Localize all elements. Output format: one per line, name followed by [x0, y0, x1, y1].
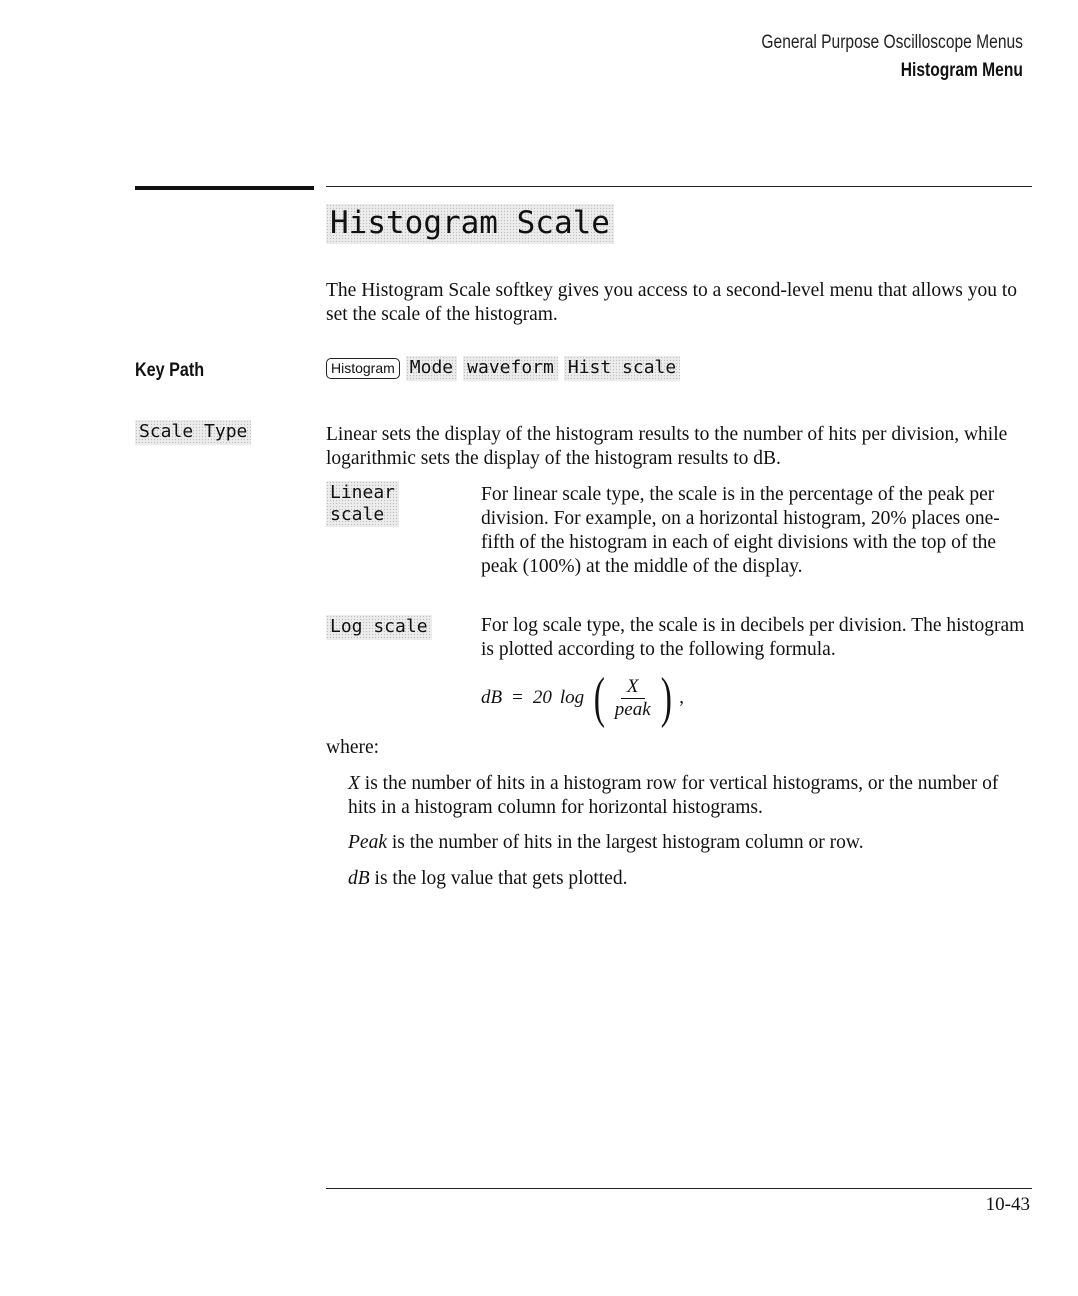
title-softkey: Histogram Scale [326, 204, 614, 244]
term-x: X [348, 773, 360, 794]
histogram-hardkey: Histogram [326, 358, 400, 379]
definition-x [348, 772, 1028, 820]
running-header-section: Histogram Menu [900, 60, 1023, 81]
page-title [326, 204, 614, 244]
linear-scale-description: For linear scale type, the scale is in the percentage of the peak per division. For example, on a horizontal histogram, 20% places one-fifth of the histogram in each of eight divisions with the top of the peak (100%) at the middle of the display. [481, 484, 1000, 577]
definition-db [348, 867, 1028, 891]
linear-scale-label [326, 481, 394, 527]
section-rule-thick [135, 186, 314, 190]
page-number: 10-43 [985, 1194, 1030, 1215]
where-label: where: [326, 737, 380, 758]
definition-peak-text: is the number of hits in the largest histogram column or row. [386, 832, 864, 853]
footer-rule [326, 1188, 1032, 1189]
linear-scale-softkey: Linear scale [326, 481, 399, 527]
db-formula [481, 667, 685, 729]
formula-lhs: dB [481, 687, 503, 708]
definition-x-text: is the number of hits in a histogram row for vertical histograms, or the number of hits in a histogram column for horizontal histograms. [348, 773, 999, 818]
log-scale-softkey: Log scale [326, 615, 432, 640]
running-header-chapter: General Purpose Oscilloscope Menus [761, 32, 1023, 53]
right-paren: ) [660, 667, 672, 729]
section-rule-thin [326, 186, 1032, 187]
hist-scale-softkey: Hist scale [564, 356, 680, 381]
definition-peak [348, 831, 1028, 855]
key-path [326, 356, 680, 381]
waveform-softkey: waveform [463, 356, 558, 381]
formula-function: log [559, 687, 585, 708]
formula-trailing-comma: , [679, 687, 685, 708]
scale-type-label [135, 420, 251, 445]
formula-denominator: peak [614, 698, 651, 720]
key-path-label: Key Path [135, 360, 205, 381]
scale-type-description: Linear sets the display of the histogram results to the number of hits per division, while logarithmic sets the display of the histogram results to dB. [326, 424, 1008, 469]
definition-db-text: is the log value that gets plotted. [369, 868, 628, 889]
scale-type-softkey: Scale Type [135, 420, 251, 445]
formula-numerator: X [621, 676, 645, 699]
log-scale-label [326, 615, 432, 640]
left-paren: ( [593, 667, 606, 729]
log-scale-description: For log scale type, the scale is in decibels per division. The histogram is plotted according to the following formula. [481, 615, 1025, 660]
formula-equals: = [512, 687, 523, 708]
formula-fraction [611, 676, 655, 721]
mode-softkey: Mode [406, 356, 457, 381]
term-peak: Peak [348, 832, 387, 853]
term-db: dB [348, 868, 370, 889]
intro-paragraph: The Histogram Scale softkey gives you access to a second-level menu that allows you to set the scale of the histogram. [326, 280, 1017, 325]
formula-coefficient: 20 [532, 687, 552, 708]
